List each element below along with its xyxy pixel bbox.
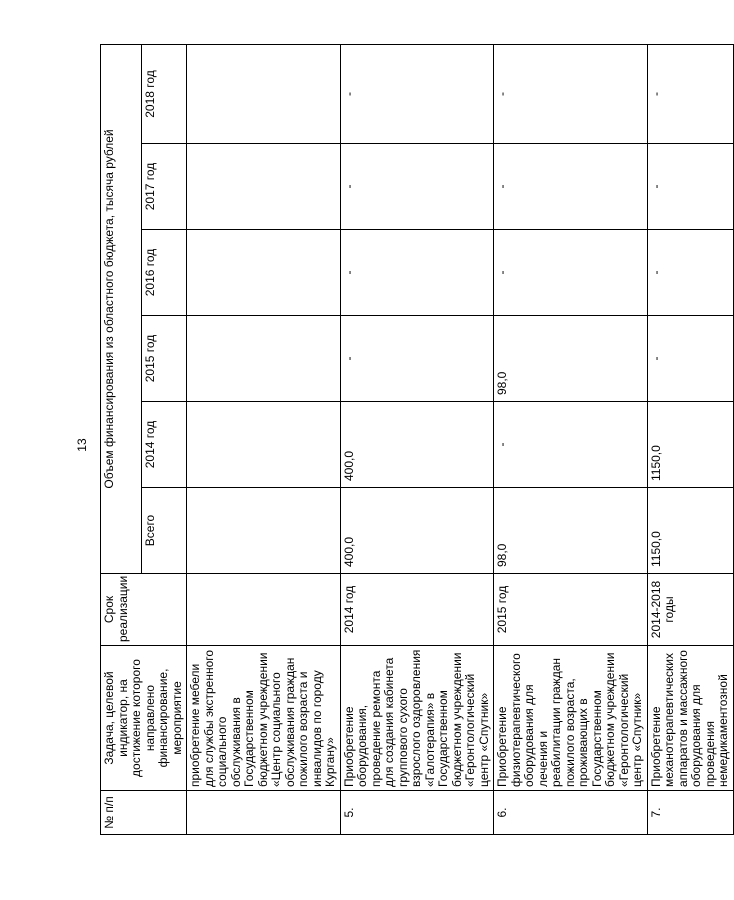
row-num: 7. [647,791,733,835]
row-period [187,574,341,646]
row-2016: - [494,230,648,316]
row-period: 2014 год [340,574,494,646]
table-row [647,44,733,834]
header-row [101,44,142,834]
row-task: Приобретение оборудования, проведение ремонта для создания кабинета группового сухого взрослого оздоровления «Галотерапия» в Государственном бюджетном учреждении «Геронтологический центр «Спутник» [340,646,494,791]
row-2015 [187,316,341,402]
row-2014: 1150,0 [647,402,733,488]
table-row [494,44,648,834]
row-2016 [187,230,341,316]
row-2018 [187,44,341,143]
row-2014 [187,402,341,488]
row-2017: - [494,144,648,230]
header-2014: 2014 год [142,402,187,488]
row-2015: 98,0 [494,316,648,402]
header-total: Всего [142,488,187,574]
row-2017 [187,144,341,230]
row-total: 98,0 [494,488,648,574]
table-row [187,44,341,834]
row-2014: - [494,402,648,488]
row-period: 2015 год [494,574,648,646]
header-funding: Объем финансирования из областного бюджета, тысяча рублей [101,44,142,573]
table-row [340,44,494,834]
row-total [187,488,341,574]
header-num: № п/п [101,791,187,835]
header-2018: 2018 год [142,44,187,143]
row-task: приобретение мебели для службы экстренного социального обслуживания в Государственном бюджетном учреждении «Центр социального обслуживания граждан пожилого возраста и инвалидов по городу Кургану» [187,646,341,791]
row-2017: - [340,144,494,230]
row-2014: 400,0 [340,402,494,488]
row-2016: - [647,230,733,316]
row-2018: - [647,44,733,143]
row-num: 5. [340,791,494,835]
header-2015: 2015 год [142,316,187,402]
row-2016: - [340,230,494,316]
row-task: Приобретение физиотерапевтического оборудования для лечения и реабилитации граждан пожилого возраста, проживающих в Государственном бюджетном учреждении «Геронтологический центр «Спутник» [494,646,648,791]
row-2015: - [340,316,494,402]
row-task: Приобретение механотерапевтических аппаратов и массажного оборудования для проведения немедикаментозной [647,646,733,791]
row-2017: - [647,144,733,230]
header-period: Срок реализации [101,574,187,646]
row-total: 1150,0 [647,488,733,574]
header-2016: 2016 год [142,230,187,316]
rotated-page [100,45,730,835]
row-num [187,791,341,835]
row-total: 400,0 [340,488,494,574]
row-2015: - [647,316,733,402]
header-2017: 2017 год [142,144,187,230]
funding-table [100,44,734,835]
row-period: 2014-2018 годы [647,574,733,646]
row-2018: - [340,44,494,143]
row-num: 6. [494,791,648,835]
row-2018: - [494,44,648,143]
page-number: 13 [75,438,89,452]
header-task: Задача, целевой индикатор, на достижение которого направлено финансирование, мероприятие [101,646,187,791]
